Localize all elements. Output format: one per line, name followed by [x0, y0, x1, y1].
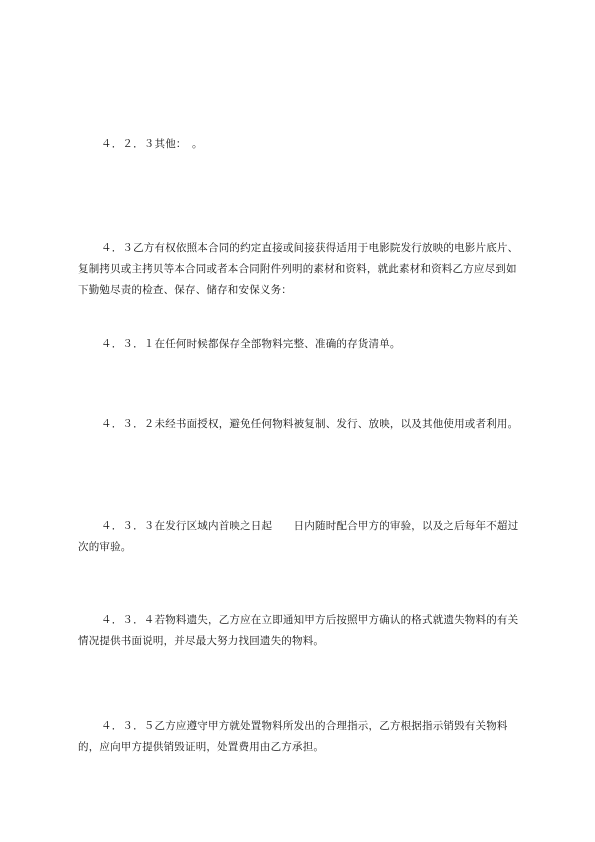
clause-4-3-3: ４．３．３在发行区域内首映之日起 日内随时配合甲方的审验，以及之后每年不超过 次的审验。: [78, 520, 540, 553]
clause-4-2-3: ４．２．３其他： 。: [101, 138, 203, 150]
clause-4-3-2: ４．３．２未经书面授权，避免任何物料被复制、发行、放映，以及其他使用或者利用。: [101, 418, 519, 430]
clause-4-3-1: ４．３．１在任何时候都保存全部物料完整、准确的存货清单。: [101, 338, 401, 350]
clause-4-3-5: ４．３．５乙方应遵守甲方就处置物料所发出的合理指示，乙方根据指示销毁有关物料的，应向甲方提供销毁证明，处置费用由乙方承担。: [78, 720, 508, 753]
clause-4-3-4: ４．３．４若物料遗失，乙方应在立即通知甲方后按照甲方确认的格式就遗失物料的有关情况提供书面说明，并尽最大努力找回遗失的物料。: [78, 614, 519, 647]
clause-4-3: ４．３乙方有权依照本合同的约定直接或间接获得适用于电影院发行放映的电影片底片、复制拷贝或主拷贝等本合同或者本合同附件列明的素材和资料，就此素材和资料乙方应尽到如下勤勉尽责的检查、保存、储存和安保义务：: [78, 242, 519, 296]
